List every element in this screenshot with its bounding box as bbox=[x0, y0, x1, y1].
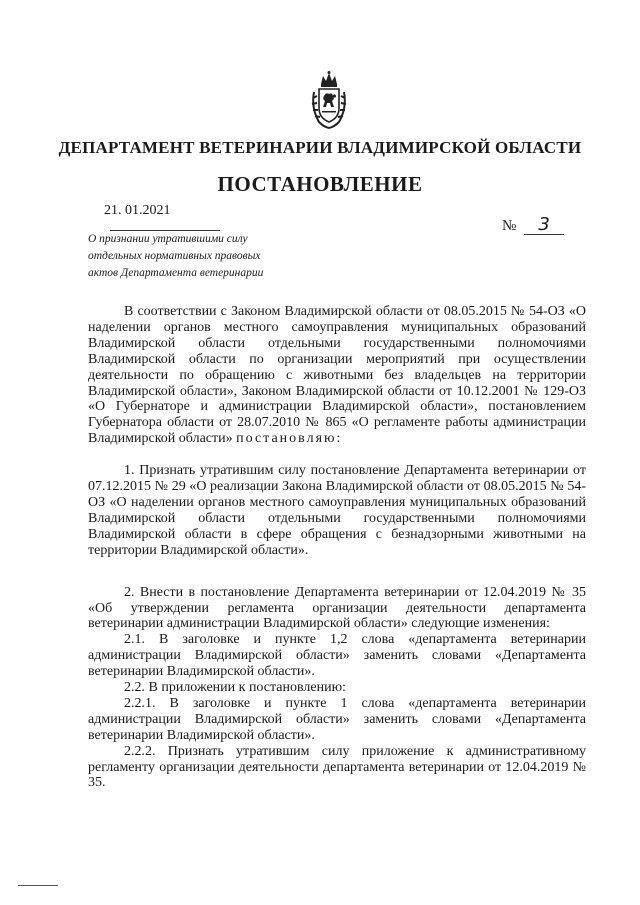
document-date: 21. 01.2021 bbox=[104, 203, 171, 218]
paragraph-item-2-2-2: 2.2.2. Признать утратившим силу приложение к административному регламенту организации деятельности департамента ветеринарии от 12.04.2019 № 35. bbox=[88, 743, 586, 791]
document-subject bbox=[88, 231, 298, 282]
number-label: № bbox=[502, 218, 517, 234]
document-type-title: ПОСТАНОВЛЕНИЕ bbox=[217, 172, 423, 196]
document-number bbox=[502, 216, 564, 235]
preamble-verb: постановляю: bbox=[236, 431, 343, 447]
number-value: 3 bbox=[524, 216, 564, 235]
paragraph-item-2: 2. Внести в постановление Департамента ветеринарии от 12.04.2019 № 35 «Об утверждении регламента организации деятельности департамента ветеринарии администрации Владимирской области» следующие изменения: bbox=[88, 584, 586, 632]
paragraph-item-2-2-1: 2.2.1. В заголовке и пункте 1 слова «департамента ветеринарии администрации Владимирской области» заменить словами «Департамента ветеринарии Владимирской области». bbox=[88, 695, 586, 743]
subject-line-1: О признании утратившими силу bbox=[88, 233, 248, 245]
footer-rule bbox=[18, 885, 58, 886]
department-title: ДЕПАРТАМЕНТ ВЕТЕРИНАРИИ ВЛАДИМИРСКОЙ ОБЛАСТИ bbox=[58, 138, 582, 157]
paragraph-item-2-2: 2.2. В приложении к постановлению: bbox=[124, 680, 346, 696]
subject-line-2: отдельных нормативных правовых bbox=[88, 250, 261, 262]
paragraph-item-2-1: 2.1. В заголовке и пункте 1,2 слова «департамента ветеринарии администрации Владимирской области» заменить словами «Департамента ветеринарии Владимирской области». bbox=[88, 632, 586, 680]
preamble-paragraph bbox=[88, 304, 586, 447]
subject-line-3: актов Департамента ветеринарии bbox=[88, 267, 264, 279]
coat-of-arms-icon bbox=[309, 70, 349, 130]
preamble-text: В соответствии с Законом Владимирской области от 08.05.2015 № 54-ОЗ «О наделении органов местного самоуправления муниципальных образований Владимирской области отдельными государственными полномочиями Владимирской области по организации мероприятий при осуществлении деятельности по обращению с животными без владельцев на территории Владимирской области», Законом Владимирской области от 10.12.2001 № 129-ОЗ «О Губернаторе и администрации Владимирской области», постановлением Губернатора области от 28.07.2010 № 865 «О регламенте работы администрации Владимирской области» bbox=[88, 304, 586, 447]
paragraph-item-1: 1. Признать утратившим силу постановление Департамента ветеринарии от 07.12.2015 № 29 «О реализации Закона Владимирской области от 08.05.2015 № 54-ОЗ «О наделении органов местного самоуправления муниципальных образований Владимирской области отдельными государственными полномочиями Владимирской области в сфере обращения с безнадзорными животными на территории Владимирской области». bbox=[88, 463, 586, 558]
document-body bbox=[88, 304, 586, 791]
